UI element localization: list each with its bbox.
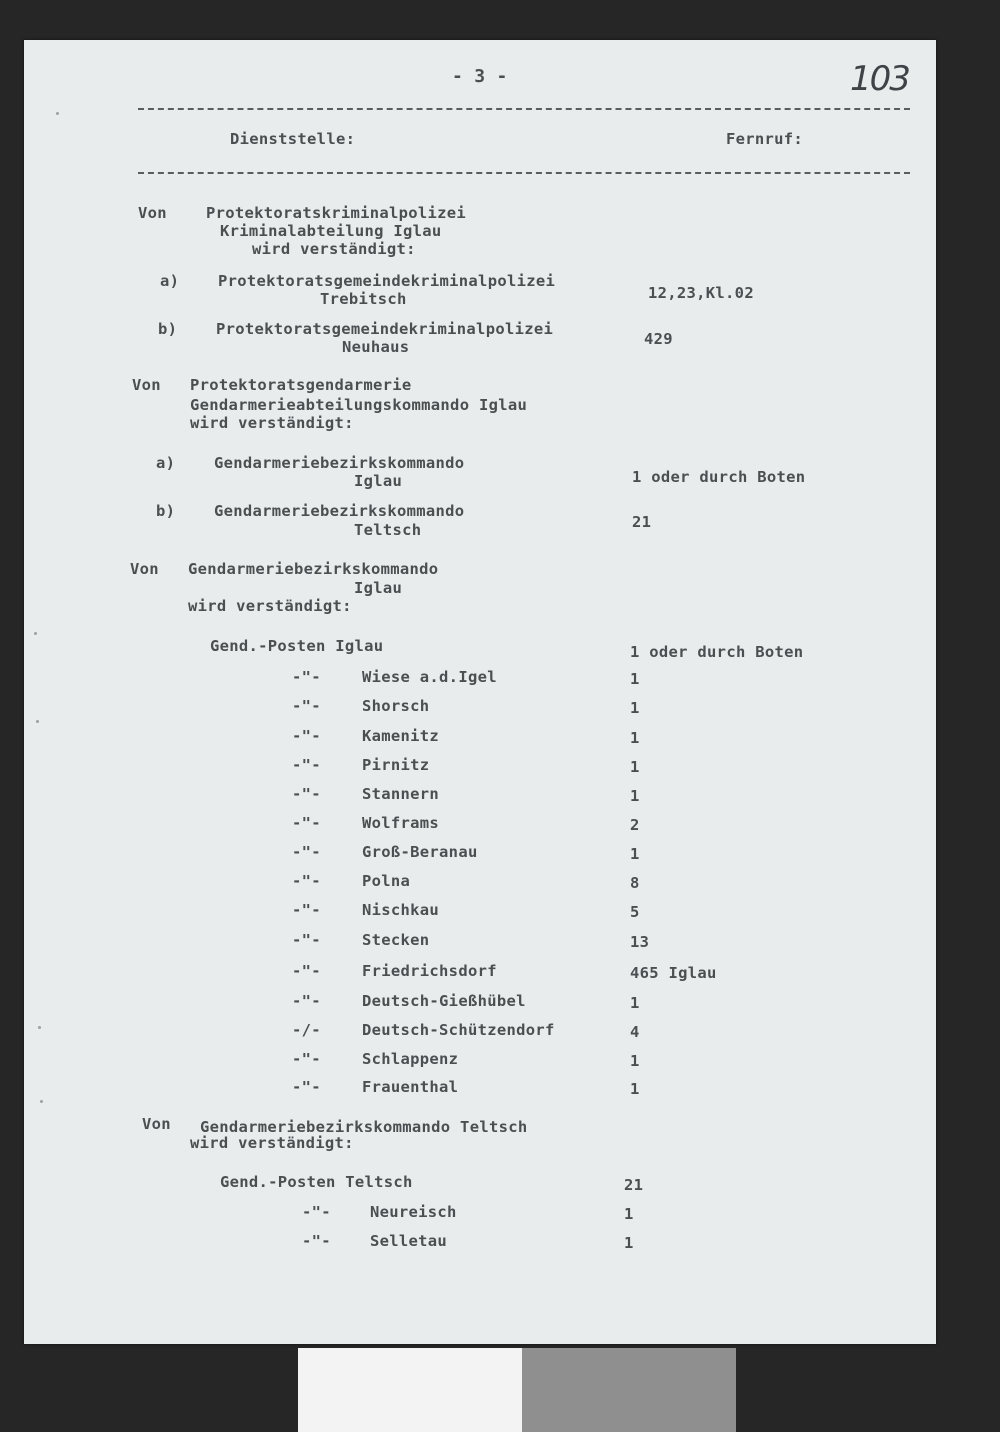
section4-von: Von bbox=[142, 1115, 171, 1133]
post-phone: 1 bbox=[630, 729, 640, 747]
post-phone: 4 bbox=[630, 1023, 640, 1041]
post-name: Friedrichsdorf bbox=[362, 962, 497, 980]
section1-b-line: Protektoratsgemeindekriminalpolizei bbox=[216, 320, 554, 338]
handwritten-page-number: 103 bbox=[850, 59, 909, 99]
ditto-mark: -"- bbox=[292, 697, 321, 715]
section2-b-phone: 21 bbox=[632, 513, 652, 531]
post-name: Wolframs bbox=[362, 814, 440, 832]
ditto-mark: -"- bbox=[292, 931, 321, 949]
ditto-mark: -"- bbox=[292, 962, 321, 980]
binder-hole bbox=[40, 1100, 43, 1103]
ditto-mark: -"- bbox=[292, 785, 321, 803]
ditto-mark: -"- bbox=[292, 872, 321, 890]
ditto-mark: -/- bbox=[292, 1021, 321, 1039]
document-page bbox=[24, 40, 936, 1344]
section2-a-phone: 1 oder durch Boten bbox=[632, 468, 806, 486]
section2-line: wird verständigt: bbox=[190, 414, 354, 432]
post-phone: 2 bbox=[630, 816, 640, 834]
section1-a-line: Protektoratsgemeindekriminalpolizei bbox=[218, 272, 556, 290]
header-top-rule bbox=[138, 108, 910, 110]
binder-hole bbox=[38, 1026, 41, 1029]
section1-von: Von bbox=[138, 204, 167, 222]
calibration-card-gray bbox=[522, 1348, 736, 1432]
ditto-mark: -"- bbox=[292, 992, 321, 1010]
ditto-mark: -"- bbox=[292, 901, 321, 919]
section2-b-marker: b) bbox=[156, 502, 176, 520]
ditto-mark: -"- bbox=[292, 668, 321, 686]
post-name: Kamenitz bbox=[362, 727, 440, 745]
post-phone: 1 bbox=[624, 1205, 634, 1223]
header-bottom-rule bbox=[138, 172, 910, 174]
section2-b-line: Gendarmeriebezirkskommando bbox=[214, 502, 465, 520]
section2-line: Gendarmerieabteilungskommando Iglau bbox=[190, 396, 528, 414]
ditto-mark: -"- bbox=[292, 1078, 321, 1096]
post-name: Polna bbox=[362, 872, 411, 890]
post-phone: 1 bbox=[630, 758, 640, 776]
section3-line: Gendarmeriebezirkskommando bbox=[188, 560, 439, 578]
section1-line: Protektoratskriminalpolizei bbox=[206, 204, 467, 222]
section1-b-line: Neuhaus bbox=[342, 338, 410, 356]
section2-line: Protektoratsgendarmerie bbox=[190, 376, 412, 394]
binder-hole bbox=[56, 112, 59, 115]
dienststelle-label: Dienststelle: bbox=[230, 130, 356, 148]
section1-a-phone: 12,23,Kl.02 bbox=[648, 284, 754, 302]
post-phone: 13 bbox=[630, 933, 650, 951]
section2-a-line: Gendarmeriebezirkskommando bbox=[214, 454, 465, 472]
post-name: Shorsch bbox=[362, 697, 430, 715]
post-phone: 8 bbox=[630, 874, 640, 892]
post-name: Wiese a.d.Igel bbox=[362, 668, 497, 686]
fernruf-label: Fernruf: bbox=[726, 130, 804, 148]
post-phone: 1 bbox=[630, 699, 640, 717]
post-name: Deutsch-Schützendorf bbox=[362, 1021, 555, 1039]
section2-von: Von bbox=[132, 376, 161, 394]
ditto-mark: -"- bbox=[292, 727, 321, 745]
post-name: Frauenthal bbox=[362, 1078, 459, 1096]
post-phone: 5 bbox=[630, 903, 640, 921]
ditto-mark: -"- bbox=[302, 1232, 331, 1250]
section3-line: wird verständigt: bbox=[188, 597, 352, 615]
section4-line: Gendarmeriebezirkskommando Teltsch bbox=[200, 1118, 528, 1136]
post-name: Stecken bbox=[362, 931, 430, 949]
binder-hole bbox=[34, 632, 37, 635]
binder-hole bbox=[36, 720, 39, 723]
post-name: Stannern bbox=[362, 785, 440, 803]
section3-first-label: Gend.-Posten Iglau bbox=[210, 637, 384, 655]
post-phone: 1 bbox=[630, 994, 640, 1012]
section2-a-marker: a) bbox=[156, 454, 176, 472]
post-name: Nischkau bbox=[362, 901, 440, 919]
post-phone: 1 bbox=[630, 1052, 640, 1070]
post-name: Selletau bbox=[370, 1232, 448, 1250]
section1-a-marker: a) bbox=[160, 272, 180, 290]
post-phone: 1 bbox=[630, 1080, 640, 1098]
post-phone: 1 bbox=[624, 1234, 634, 1252]
ditto-mark: -"- bbox=[292, 814, 321, 832]
post-phone: 1 bbox=[630, 845, 640, 863]
calibration-card-white bbox=[298, 1348, 522, 1432]
post-name: Pirnitz bbox=[362, 756, 430, 774]
section3-von: Von bbox=[130, 560, 159, 578]
post-name: Neureisch bbox=[370, 1203, 457, 1221]
ditto-mark: -"- bbox=[292, 1050, 321, 1068]
section1-line: Kriminalabteilung Iglau bbox=[220, 222, 442, 240]
section3-line: Iglau bbox=[354, 579, 403, 597]
section4-line: wird verständigt: bbox=[190, 1134, 354, 1152]
section1-a-line: Trebitsch bbox=[320, 290, 407, 308]
section2-a-line: Iglau bbox=[354, 472, 403, 490]
section1-b-phone: 429 bbox=[644, 330, 673, 348]
post-name: Deutsch-Gießhübel bbox=[362, 992, 526, 1010]
post-phone: 1 bbox=[630, 670, 640, 688]
post-name: Schlappenz bbox=[362, 1050, 459, 1068]
post-name: Groß-Beranau bbox=[362, 843, 478, 861]
section1-line: wird verständigt: bbox=[252, 240, 416, 258]
section4-first-label: Gend.-Posten Teltsch bbox=[220, 1173, 413, 1191]
section2-b-line: Teltsch bbox=[354, 521, 422, 539]
ditto-mark: -"- bbox=[292, 843, 321, 861]
section3-first-phone: 1 oder durch Boten bbox=[630, 643, 804, 661]
section4-first-phone: 21 bbox=[624, 1176, 644, 1194]
ditto-mark: -"- bbox=[292, 756, 321, 774]
ditto-mark: -"- bbox=[302, 1203, 331, 1221]
post-phone: 465 Iglau bbox=[630, 964, 717, 982]
post-phone: 1 bbox=[630, 787, 640, 805]
section1-b-marker: b) bbox=[158, 320, 178, 338]
page-number: - 3 - bbox=[452, 66, 508, 87]
